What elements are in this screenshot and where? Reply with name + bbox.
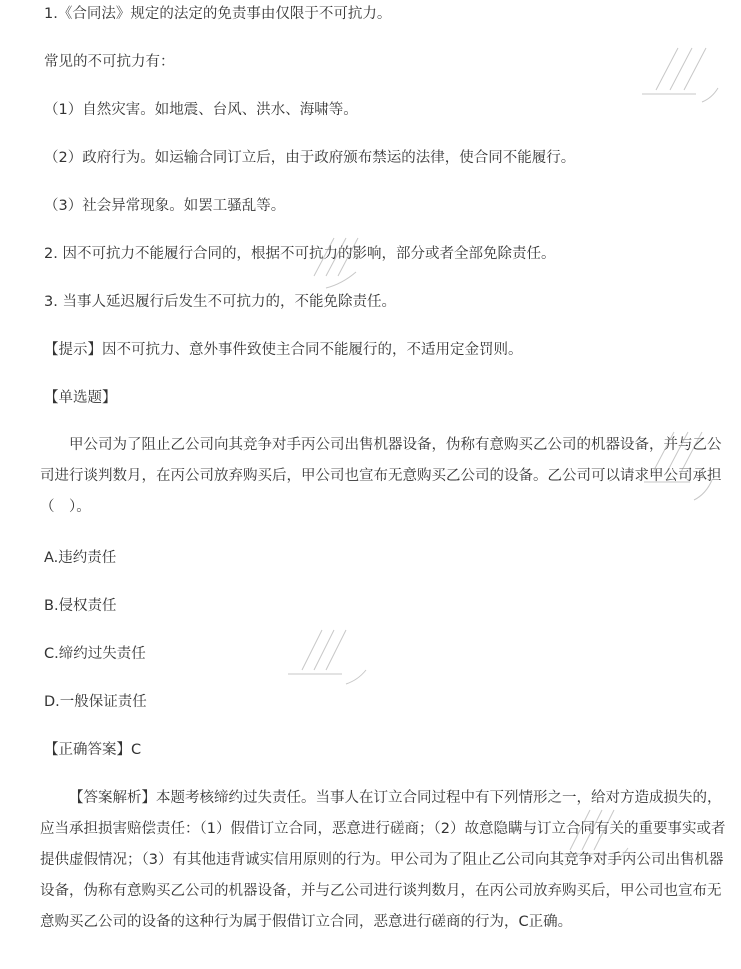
watermark-icon (636, 420, 716, 510)
watermark-icon (636, 40, 726, 110)
item-2-text: 2. 因不可抗力不能履行合同的，根据不可抗力的影响，部分或者全部免除责任。 (44, 246, 556, 262)
watermark-icon (556, 802, 636, 872)
option-b: B.侵权责任 (44, 598, 117, 614)
watermark-icon (296, 228, 376, 298)
watermark-icon (282, 622, 372, 692)
option-d: D.一般保证责任 (44, 694, 147, 710)
item-3-text: 3. 当事人延迟履行后发生不可抗力的，不能免除责任。 (44, 294, 396, 310)
question-stem: 甲公司为了阻止乙公司向其竞争对手丙公司出售机器设备，伪称有意购买乙公司的机器设备，并与乙公司进行谈判数月，在丙公司放弃购买后，甲公司也宣布无意购买乙公司的设备。乙公司可以请求甲公司承担（ ）。 (40, 437, 722, 515)
common-force-heading: 常见的不可抗力有： (44, 54, 175, 70)
option-a: A.违约责任 (44, 550, 117, 566)
force-government-act: （2）政府行为。如运输合同订立后，由于政府颁布禁运的法律，使合同不能履行。 (44, 150, 576, 166)
force-social-event: （3）社会异常现象。如罢工骚乱等。 (44, 198, 286, 214)
section-title: 【单选题】 (44, 390, 117, 406)
analysis-text: 【答案解析】本题考核缔约过失责任。当事人在订立合同过程中有下列情形之一，给对方造成损失的，应当承担损害赔偿责任：（1）假借订立合同，恶意进行磋商；（2）故意隐瞒与订立合同有关的重要事实或者提供虚假情况；（3）有其他违背诚实信用原则的行为。甲公司为了阻止乙公司向其竞争对手丙公司出售机器设备，伪称有意购买乙公司的机器设备，并与乙公司进行谈判数月，在丙公司放弃购买后，甲公司也宣布无意购买乙公司的设备的这种行为属于假借订立合同，恶意进行磋商的行为，C正确。 (40, 790, 726, 930)
tip-text: 【提示】因不可抗力、意外事件致使主合同不能履行的，不适用定金罚则。 (44, 342, 523, 358)
option-c: C.缔约过失责任 (44, 646, 146, 662)
answer-text: 【正确答案】C (44, 742, 142, 758)
item-1-text: 1.《合同法》规定的法定的免责事由仅限于不可抗力。 (44, 6, 392, 22)
force-natural-disaster: （1）自然灾害。如地震、台风、洪水、海啸等。 (44, 102, 358, 118)
